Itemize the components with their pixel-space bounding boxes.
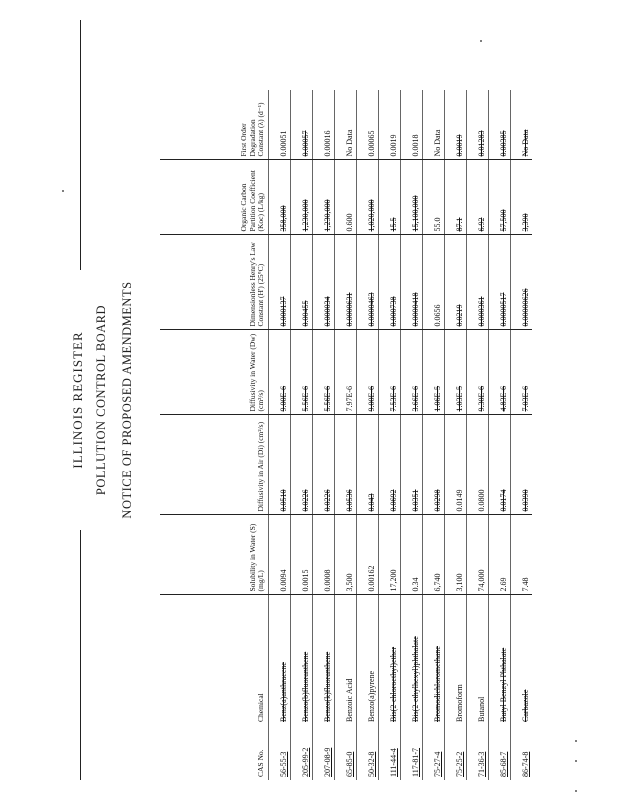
column-header: CAS No. <box>256 749 266 777</box>
speck-mark <box>575 740 577 742</box>
cell-dw: 3.66E-6 <box>401 330 423 415</box>
cell-dair: 0.0149 <box>445 415 467 515</box>
cell-lam: 0.00385 <box>489 90 511 160</box>
cell-h: 0.000738 <box>379 235 401 330</box>
cell-cas: 56-55-3 <box>269 725 291 780</box>
cell-s: 0.00162 <box>357 515 379 595</box>
cell-h: 0.000137 <box>269 235 291 330</box>
cell-cas: 75-25-2 <box>445 725 467 780</box>
cell-chemical: Benzo(k)fluoranthene <box>313 595 335 725</box>
cell-lam: 0.01283 <box>467 90 489 160</box>
cell-dw: 1.06E-5 <box>423 330 445 415</box>
cell-dw: 7.53E-6 <box>379 330 401 415</box>
cell-chemical: Butyl Benzyl Phthalate <box>489 595 511 725</box>
chemical-properties-table <box>160 90 532 780</box>
cell-s: 7.48 <box>511 515 533 595</box>
cell-dair: 0.043 <box>357 415 379 515</box>
cell-h: 0.000034 <box>313 235 335 330</box>
cell-h: 0.0000463 <box>357 235 379 330</box>
cell-s: 3,500 <box>335 515 357 595</box>
cell-dw: 7.03E-6 <box>511 330 533 415</box>
cell-koc: 1,230,000 <box>313 160 335 235</box>
column-header: First Order Degradation Constant (λ) (d⁻¹) <box>160 90 269 160</box>
table-row <box>445 90 467 780</box>
cell-dair: 0.0174 <box>489 415 511 515</box>
cell-lam: 0.00065 <box>357 90 379 160</box>
cell-h: 0.0656 <box>423 235 445 330</box>
cell-h: 0.0000418 <box>401 235 423 330</box>
cell-dw: 9.00E-6 <box>269 330 291 415</box>
cell-koc: 358,000 <box>269 160 291 235</box>
cell-koc: 55.0 <box>423 160 445 235</box>
cell-chemical: Bis(2-ethylhexyl)phthalate <box>401 595 423 725</box>
cell-lam: 0.00051 <box>269 90 291 160</box>
cell-koc: 15,100,000 <box>401 160 423 235</box>
cell-h: 0.0000631 <box>335 235 357 330</box>
table-row <box>379 90 401 780</box>
cell-dw: 4.83E-6 <box>489 330 511 415</box>
cell-cas: 205-99-2 <box>291 725 313 780</box>
cell-dair: 0.0800 <box>467 415 489 515</box>
table-row <box>489 90 511 780</box>
cell-dair: 0.0510 <box>269 415 291 515</box>
cell-cas: 50-32-8 <box>357 725 379 780</box>
cell-s: 17,200 <box>379 515 401 595</box>
cell-s: 2.69 <box>489 515 511 595</box>
speck-mark <box>62 190 64 192</box>
speck-mark <box>575 760 577 762</box>
column-header: Diffusivity in Air (Di) (cm²/s) <box>160 415 269 515</box>
cell-lam: 0.00057 <box>291 90 313 160</box>
table-row <box>357 90 379 780</box>
cell-chemical: Carbazole <box>511 595 533 725</box>
cell-s: 74,000 <box>467 515 489 595</box>
notice-title: NOTICE OF PROPOSED AMENDMENTS <box>120 281 134 519</box>
cell-cas: 65-85-0 <box>335 725 357 780</box>
cell-koc: 1,020,000 <box>357 160 379 235</box>
cell-lam: No Data <box>511 90 533 160</box>
register-title: ILLINOIS REGISTER <box>70 331 85 469</box>
column-header: Dimensionless Henry's Law Constant (H') (25°C) <box>160 235 269 330</box>
cell-lam: No Data <box>423 90 445 160</box>
table-row <box>467 90 489 780</box>
cell-cas: 207-08-9 <box>313 725 335 780</box>
cell-koc: 6.92 <box>467 160 489 235</box>
cell-dw: 5.56E-6 <box>291 330 313 415</box>
cell-chemical: Bromoform <box>445 595 467 725</box>
cell-s: 0.0015 <box>291 515 313 595</box>
cell-cas: 71-36-3 <box>467 725 489 780</box>
column-header: Solubility in Water (S) (mg/L) <box>160 515 269 595</box>
speck-mark <box>480 40 482 42</box>
table-row <box>423 90 445 780</box>
table-header-row <box>160 90 269 780</box>
cell-chemical: Benzo(b)fluoranthene <box>291 595 313 725</box>
cell-dair: 0.0351 <box>401 415 423 515</box>
cell-s: 0.34 <box>401 515 423 595</box>
cell-h: 0.0000517 <box>489 235 511 330</box>
cell-dair: 0.0536 <box>335 415 357 515</box>
cell-koc: 3,390 <box>511 160 533 235</box>
cell-cas: 117-81-7 <box>401 725 423 780</box>
cell-chemical: Bis(2-chloroethyl)ether <box>379 595 401 725</box>
table-row <box>291 90 313 780</box>
board-title: POLLUTION CONTROL BOARD <box>94 304 108 496</box>
table-row <box>511 90 533 780</box>
cell-lam: No Data <box>335 90 357 160</box>
table-row <box>335 90 357 780</box>
speck-mark <box>575 790 577 792</box>
cell-lam: 0.0019 <box>379 90 401 160</box>
cell-h: 0.0219 <box>445 235 467 330</box>
table-row <box>401 90 423 780</box>
cell-chemical: Bromodichloromethane <box>423 595 445 725</box>
cell-dair: 0.0226 <box>313 415 335 515</box>
cell-koc: 0.600 <box>335 160 357 235</box>
header-rule-right <box>80 20 81 270</box>
cell-h: 0.000361 <box>467 235 489 330</box>
cell-h: 0.00455 <box>291 235 313 330</box>
cell-koc: 57,500 <box>489 160 511 235</box>
cell-cas: 86-74-8 <box>511 725 533 780</box>
column-header: Diffusivity in Water (Dw) (cm²/s) <box>160 330 269 415</box>
cell-koc: 1,230,000 <box>291 160 313 235</box>
cell-chemical: Benzoic Acid <box>335 595 357 725</box>
cell-dw: 9.00E-6 <box>357 330 379 415</box>
cell-dair: 0.0692 <box>379 415 401 515</box>
table-row <box>313 90 335 780</box>
cell-lam: 0.0018 <box>401 90 423 160</box>
cell-koc: 87.1 <box>445 160 467 235</box>
cell-dw: 7.97E-6 <box>335 330 357 415</box>
cell-dw: 5.56E-6 <box>313 330 335 415</box>
cell-s: 0.0094 <box>269 515 291 595</box>
cell-dair: 0.0390 <box>511 415 533 515</box>
table-row <box>269 90 291 780</box>
cell-dw: 1.03E-5 <box>445 330 467 415</box>
cell-s: 3,100 <box>445 515 467 595</box>
cell-chemical: Butanol <box>467 595 489 725</box>
cell-s: 0.0008 <box>313 515 335 595</box>
column-header: Chemical <box>256 693 266 722</box>
cell-dair: 0.0226 <box>291 415 313 515</box>
cell-s: 6,740 <box>423 515 445 595</box>
cell-chemical: Benzo(a)pyrene <box>357 595 379 725</box>
cell-lam: 0.0019 <box>445 90 467 160</box>
cell-cas: 111-44-4 <box>379 725 401 780</box>
cell-h: 0.00000626 <box>511 235 533 330</box>
cell-lam: 0.00016 <box>313 90 335 160</box>
cell-dw: 9.30E-6 <box>467 330 489 415</box>
column-header: Organic Carbon Partition Coefficient (Koc) (L/kg) <box>160 160 269 235</box>
cell-cas: 75-27-4 <box>423 725 445 780</box>
cell-koc: 15.5 <box>379 160 401 235</box>
cell-dair: 0.0298 <box>423 415 445 515</box>
cell-cas: 85-68-7 <box>489 725 511 780</box>
cell-chemical: Benz(a)anthracene <box>269 595 291 725</box>
header-rule-left <box>80 530 81 780</box>
